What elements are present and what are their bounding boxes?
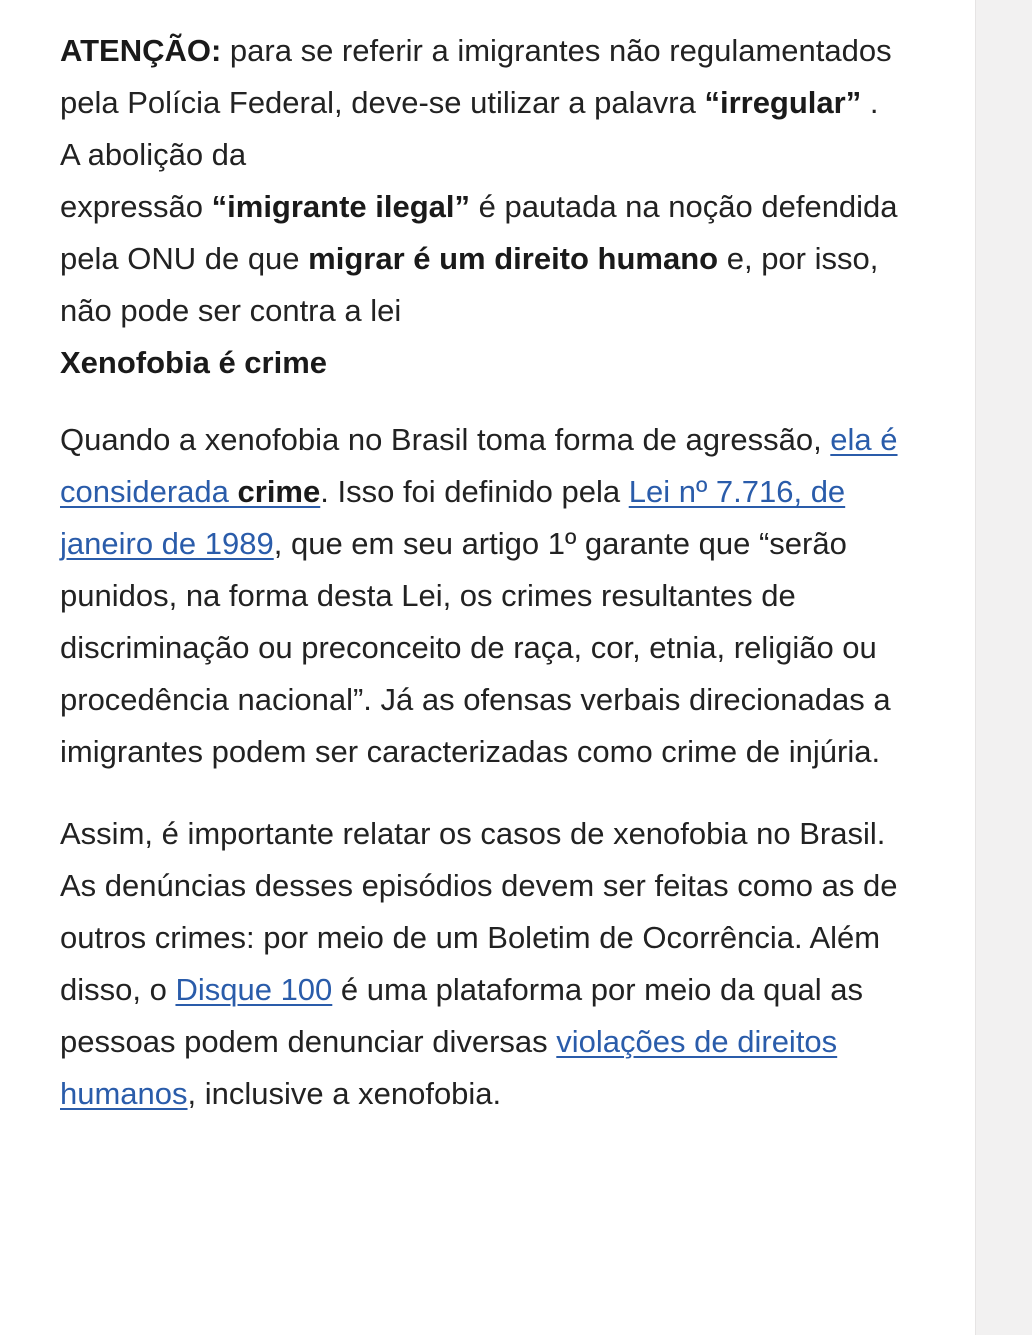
crime-link-text: ela é considerada <box>60 422 898 509</box>
para1-text-1: Quando a xenofobia no Brasil toma forma de agressão, <box>60 422 831 457</box>
para1-text-2: . Isso foi definido pela <box>320 474 629 509</box>
human-rights-link[interactable]: violações de direitos humanos <box>60 1024 838 1111</box>
law-link[interactable]: Lei nº 7.716, de janeiro de 1989 <box>60 474 846 561</box>
attention-text-3: expressão <box>60 189 212 224</box>
attention-bold-irregular: “irregular” <box>704 85 862 120</box>
para2-text-1: Assim, é importante relatar os casos de xenofobia no Brasil. As denúncias desses episódios devem ser feitas como as de outros crimes: por meio de um Boletim de Ocorrência. Além disso, o <box>60 816 898 1007</box>
attention-note <box>60 25 900 337</box>
paragraph-report <box>60 808 900 1120</box>
article-content <box>60 25 900 1120</box>
section-heading <box>60 337 900 389</box>
para2-text-3: , inclusive a xenofobia. <box>187 1076 502 1111</box>
disque-100-link[interactable]: Disque 100 <box>175 972 333 1007</box>
attention-text-4: é pautada na noção defendida pela ONU de que <box>60 189 898 276</box>
attention-text-2: . A abolição da <box>60 85 879 172</box>
crime-link-bold: crime <box>237 474 321 509</box>
attention-text-1: para se referir a imigrantes não regulamentados pela Polícia Federal, deve-se utilizar a palavra <box>60 33 892 120</box>
attention-text-5: e, por isso, não pode ser contra a lei <box>60 241 879 328</box>
attention-bold-illegal: “imigrante ilegal” <box>211 189 471 224</box>
para2-text-2: é uma plataforma por meio da qual as pessoas podem denunciar diversas <box>60 972 864 1059</box>
section-heading-text: Xenofobia é crime <box>60 345 328 380</box>
para1-text-3: , que em seu artigo 1º garante que “serão punidos, na forma desta Lei, os crimes resultantes de discriminação ou preconceito de raça, cor, etnia, religião ou procedência nacional”. Já as ofensas verbais direcionadas a imigrantes podem ser caracterizadas como crime de injúria. <box>60 526 891 769</box>
attention-bold-right: migrar é um direito humano <box>308 241 719 276</box>
attention-line-break <box>60 181 900 337</box>
paragraph-crime <box>60 414 900 778</box>
attention-label: ATENÇÃO: <box>60 33 222 68</box>
